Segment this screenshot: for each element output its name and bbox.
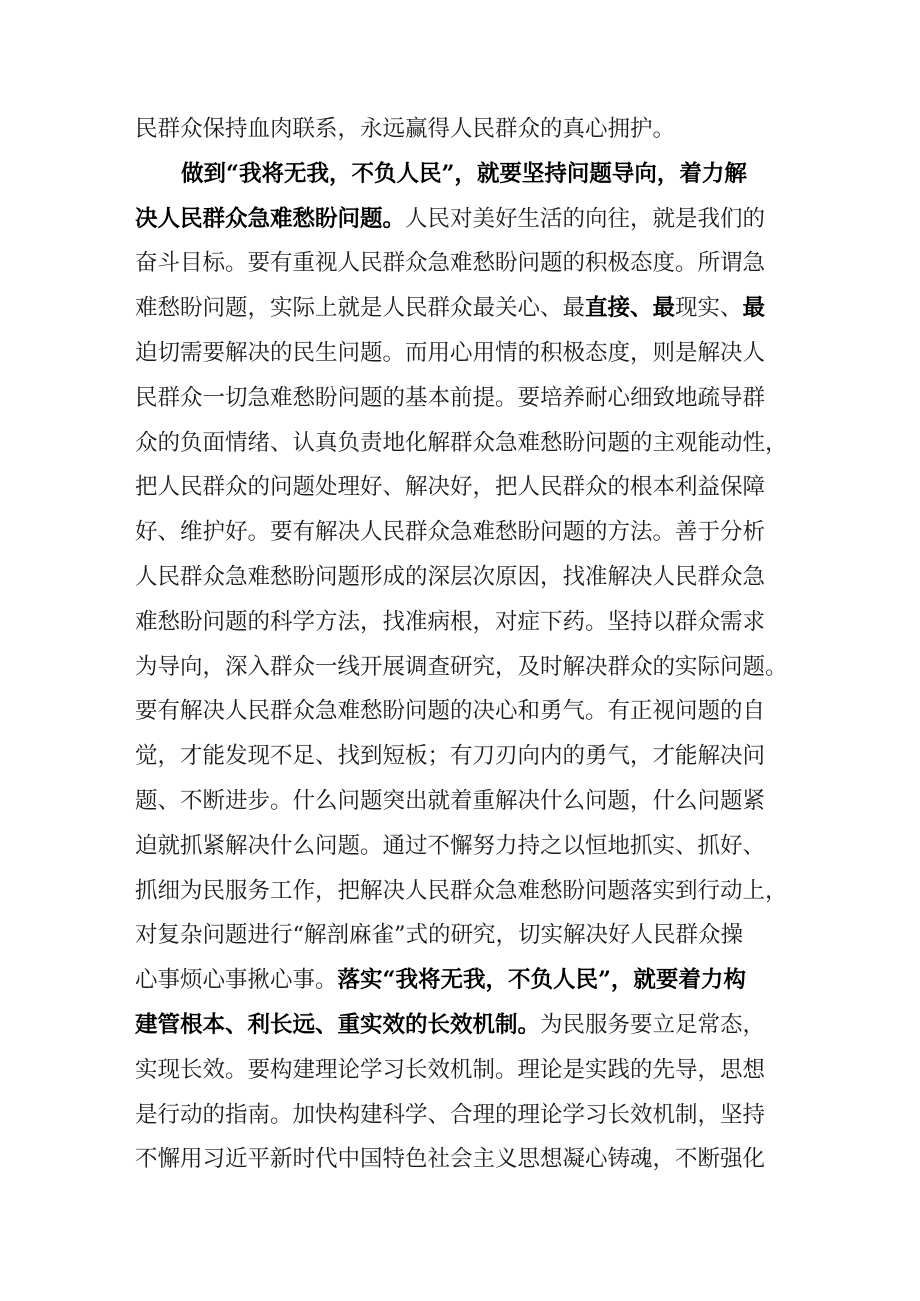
text-segment: 把人民群众的问题处理好、解决好，把人民群众的根本利益保障	[135, 474, 766, 501]
text-segment: 难愁盼问题的科学方法，找准病根，对症下药。坚持以群众需求	[135, 608, 766, 635]
text-line	[135, 286, 795, 331]
text-line	[135, 689, 795, 734]
text-line	[135, 465, 795, 510]
text-line	[135, 1048, 795, 1093]
text-line	[135, 869, 795, 914]
text-segment: 是行动的指南。加快构建科学、合理的理论学习长效机制，坚持	[135, 1101, 766, 1128]
text-line	[135, 958, 795, 1003]
text-segment: 好、维护好。要有解决人民群众急难愁盼问题的方法。善于分析	[135, 519, 766, 546]
text-segment: 迫切需要解决的民生问题。而用心用情的积极态度，则是解决人	[135, 339, 766, 366]
text-segment: 众的负面情绪、认真负责地化解群众急难愁盼问题的主观能动性，	[135, 429, 788, 456]
text-segment: 人民对美好生活的向往，就是我们的	[405, 205, 766, 232]
text-line	[135, 510, 795, 555]
text-line	[135, 824, 795, 869]
bold-text-segment: 决人民群众急难愁盼问题。	[135, 205, 406, 232]
text-segment: 民群众保持血肉联系，永远赢得人民群众的真心拥护。	[135, 116, 676, 142]
text-line	[135, 421, 795, 466]
text-line	[135, 1003, 795, 1048]
text-line	[135, 779, 795, 824]
text-line	[135, 376, 795, 421]
text-line	[135, 734, 795, 779]
text-line	[135, 555, 795, 600]
text-segment: 难愁盼问题，实际上就是人民群众最关心、最	[135, 295, 586, 322]
text-segment: 迫就抓紧解决什么问题。通过不懈努力持之以恒地抓实、抓好、	[135, 832, 766, 859]
text-line	[135, 152, 795, 197]
bold-text-segment: 建管根本、利长远、重实效的长效机制。	[135, 1011, 541, 1038]
text-line	[135, 600, 795, 645]
text-segment: 觉，才能发现不足、找到短板；有刀刃向内的勇气，才能解决问	[135, 743, 766, 770]
text-line	[135, 913, 795, 958]
text-segment: 要有解决人民群众急难愁盼问题的决心和勇气。有正视问题的自	[135, 698, 766, 725]
text-segment: 为民服务要立足常态，	[540, 1011, 766, 1038]
text-line	[135, 241, 795, 286]
bold-text-segment: 落实“我将无我，不负人民”，就要着力构	[337, 967, 746, 994]
text-segment: 对复杂问题进行“解剖麻雀”式的研究，切实解决好人民群众操	[135, 922, 744, 949]
text-segment: 实现长效。要构建理论学习长效机制。理论是实践的先导，思想	[135, 1056, 766, 1083]
text-line	[135, 1137, 795, 1182]
document-body	[135, 107, 795, 1182]
text-line	[135, 1093, 795, 1138]
text-line	[135, 331, 795, 376]
text-segment: 题、不断进步。什么问题突出就着重解决什么问题，什么问题紧	[135, 787, 766, 814]
text-segment: 为导向，深入群众一线开展调查研究，及时解决群众的实际问题。	[135, 653, 788, 680]
bold-text-segment: 做到“我将无我，不负人民”，就要坚持问题导向，着力解	[181, 160, 747, 187]
bold-text-segment: 直接、最	[585, 295, 676, 322]
text-segment: 民群众一切急难愁盼问题的基本前提。要培养耐心细致地疏导群	[135, 384, 766, 411]
text-line	[135, 107, 795, 152]
text-line	[135, 645, 795, 690]
text-segment: 现实、	[675, 295, 743, 322]
bold-text-segment: 最	[742, 295, 766, 322]
text-segment: 抓细为民服务工作，把解决人民群众急难愁盼问题落实到行动上，	[135, 877, 788, 904]
text-line	[135, 197, 795, 242]
text-segment: 奋斗目标。要有重视人民群众急难愁盼问题的积极态度。所谓急	[135, 250, 766, 277]
text-segment: 人民群众急难愁盼问题形成的深层次原因，找准解决人民群众急	[135, 563, 766, 590]
text-segment: 不懈用习近平新时代中国特色社会主义思想凝心铸魂，不断强化	[135, 1146, 766, 1173]
text-segment: 心事烦心事揪心事。	[135, 967, 338, 994]
